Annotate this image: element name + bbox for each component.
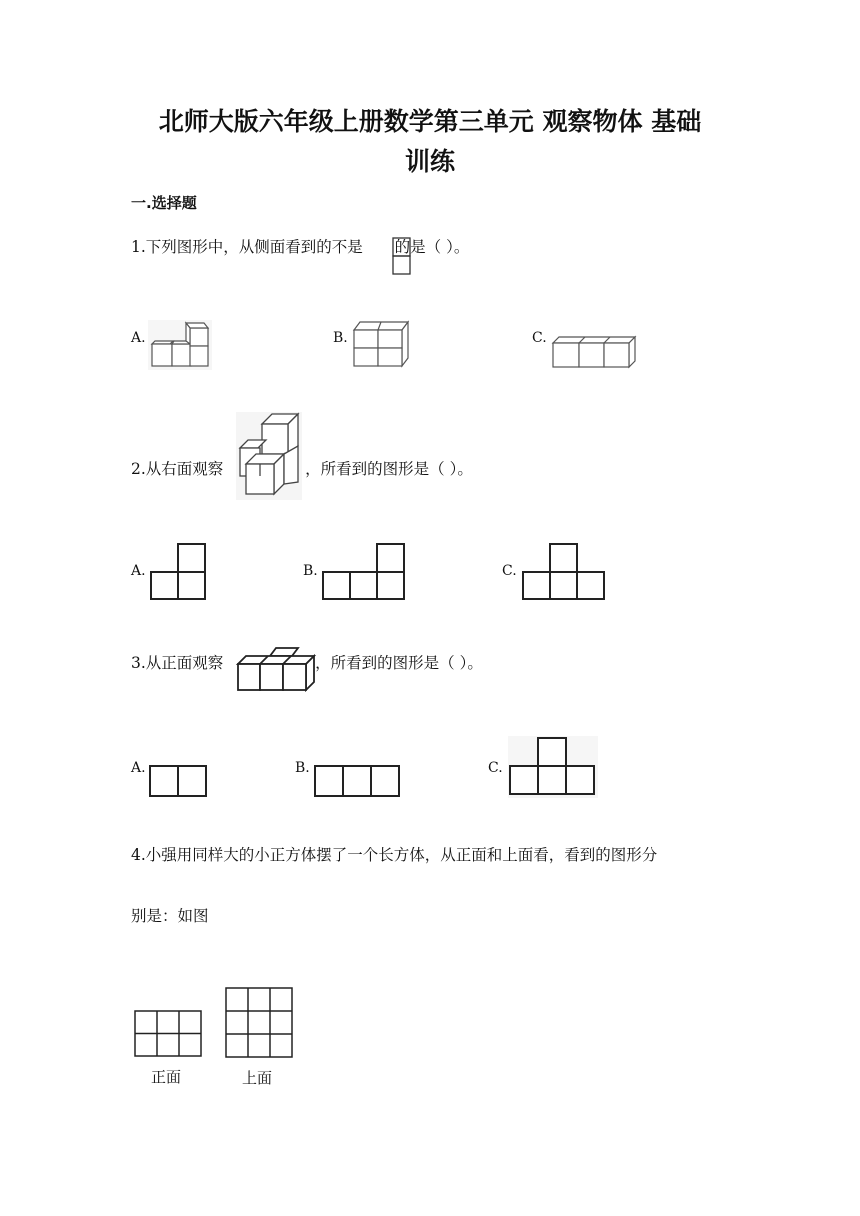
front-view-label: 正面	[151, 1068, 182, 1086]
q4-top-view-grid	[225, 987, 295, 1059]
q3-option-c[interactable]: C.	[488, 760, 503, 776]
question-3-suffix: ，所看到的图形是（ ）。	[315, 654, 483, 672]
q3-option-c-figure	[508, 736, 598, 798]
question-4-line2: 别是：如图	[131, 907, 209, 925]
q3-option-b-figure	[314, 765, 402, 799]
q1-option-b[interactable]: B.	[333, 330, 348, 346]
section-heading: 一.选择题	[131, 194, 197, 212]
question-2-suffix: ，所看到的图形是（ ）。	[305, 460, 473, 478]
q1-option-b-figure	[350, 320, 412, 368]
question-4-line1: 4.小强用同样大的小正方体摆了一个长方体，从正面和上面看，看到的图形分	[131, 846, 658, 864]
q2-option-a[interactable]: A.	[131, 563, 146, 579]
top-view-label: 上面	[242, 1069, 273, 1087]
q1-option-c[interactable]: C.	[532, 330, 547, 346]
page-title: 北师大版六年级上册数学第三单元 观察物体 基础	[158, 107, 702, 136]
q3-option-b[interactable]: B.	[295, 760, 310, 776]
question-1-suffix: 的是（ ）。	[394, 238, 470, 256]
question-2-prefix: 2.从右面观察	[131, 460, 224, 478]
question-3-prefix: 3.从正面观察	[131, 654, 224, 672]
q2-option-c[interactable]: C.	[502, 563, 517, 579]
q3-stem-cube-row	[236, 646, 318, 692]
q2-stem-cube-stack	[236, 412, 302, 500]
q2-option-a-figure	[150, 543, 208, 601]
question-1-prefix: 1.下列图形中，从侧面看到的不是	[131, 238, 363, 256]
page-title-line2: 训练	[404, 147, 455, 176]
q1-option-a[interactable]: A.	[131, 330, 146, 346]
q3-option-a[interactable]: A.	[131, 760, 146, 776]
q1-option-c-figure	[550, 335, 640, 369]
q1-option-a-figure	[148, 320, 212, 370]
question-1	[131, 235, 469, 257]
q3-option-a-figure	[149, 765, 209, 799]
q4-front-view-grid	[134, 1010, 204, 1058]
q2-option-b-figure	[322, 543, 408, 601]
q1-stem-two-squares	[392, 237, 412, 277]
q2-option-c-figure	[522, 543, 608, 601]
q2-option-b[interactable]: B.	[303, 563, 318, 579]
